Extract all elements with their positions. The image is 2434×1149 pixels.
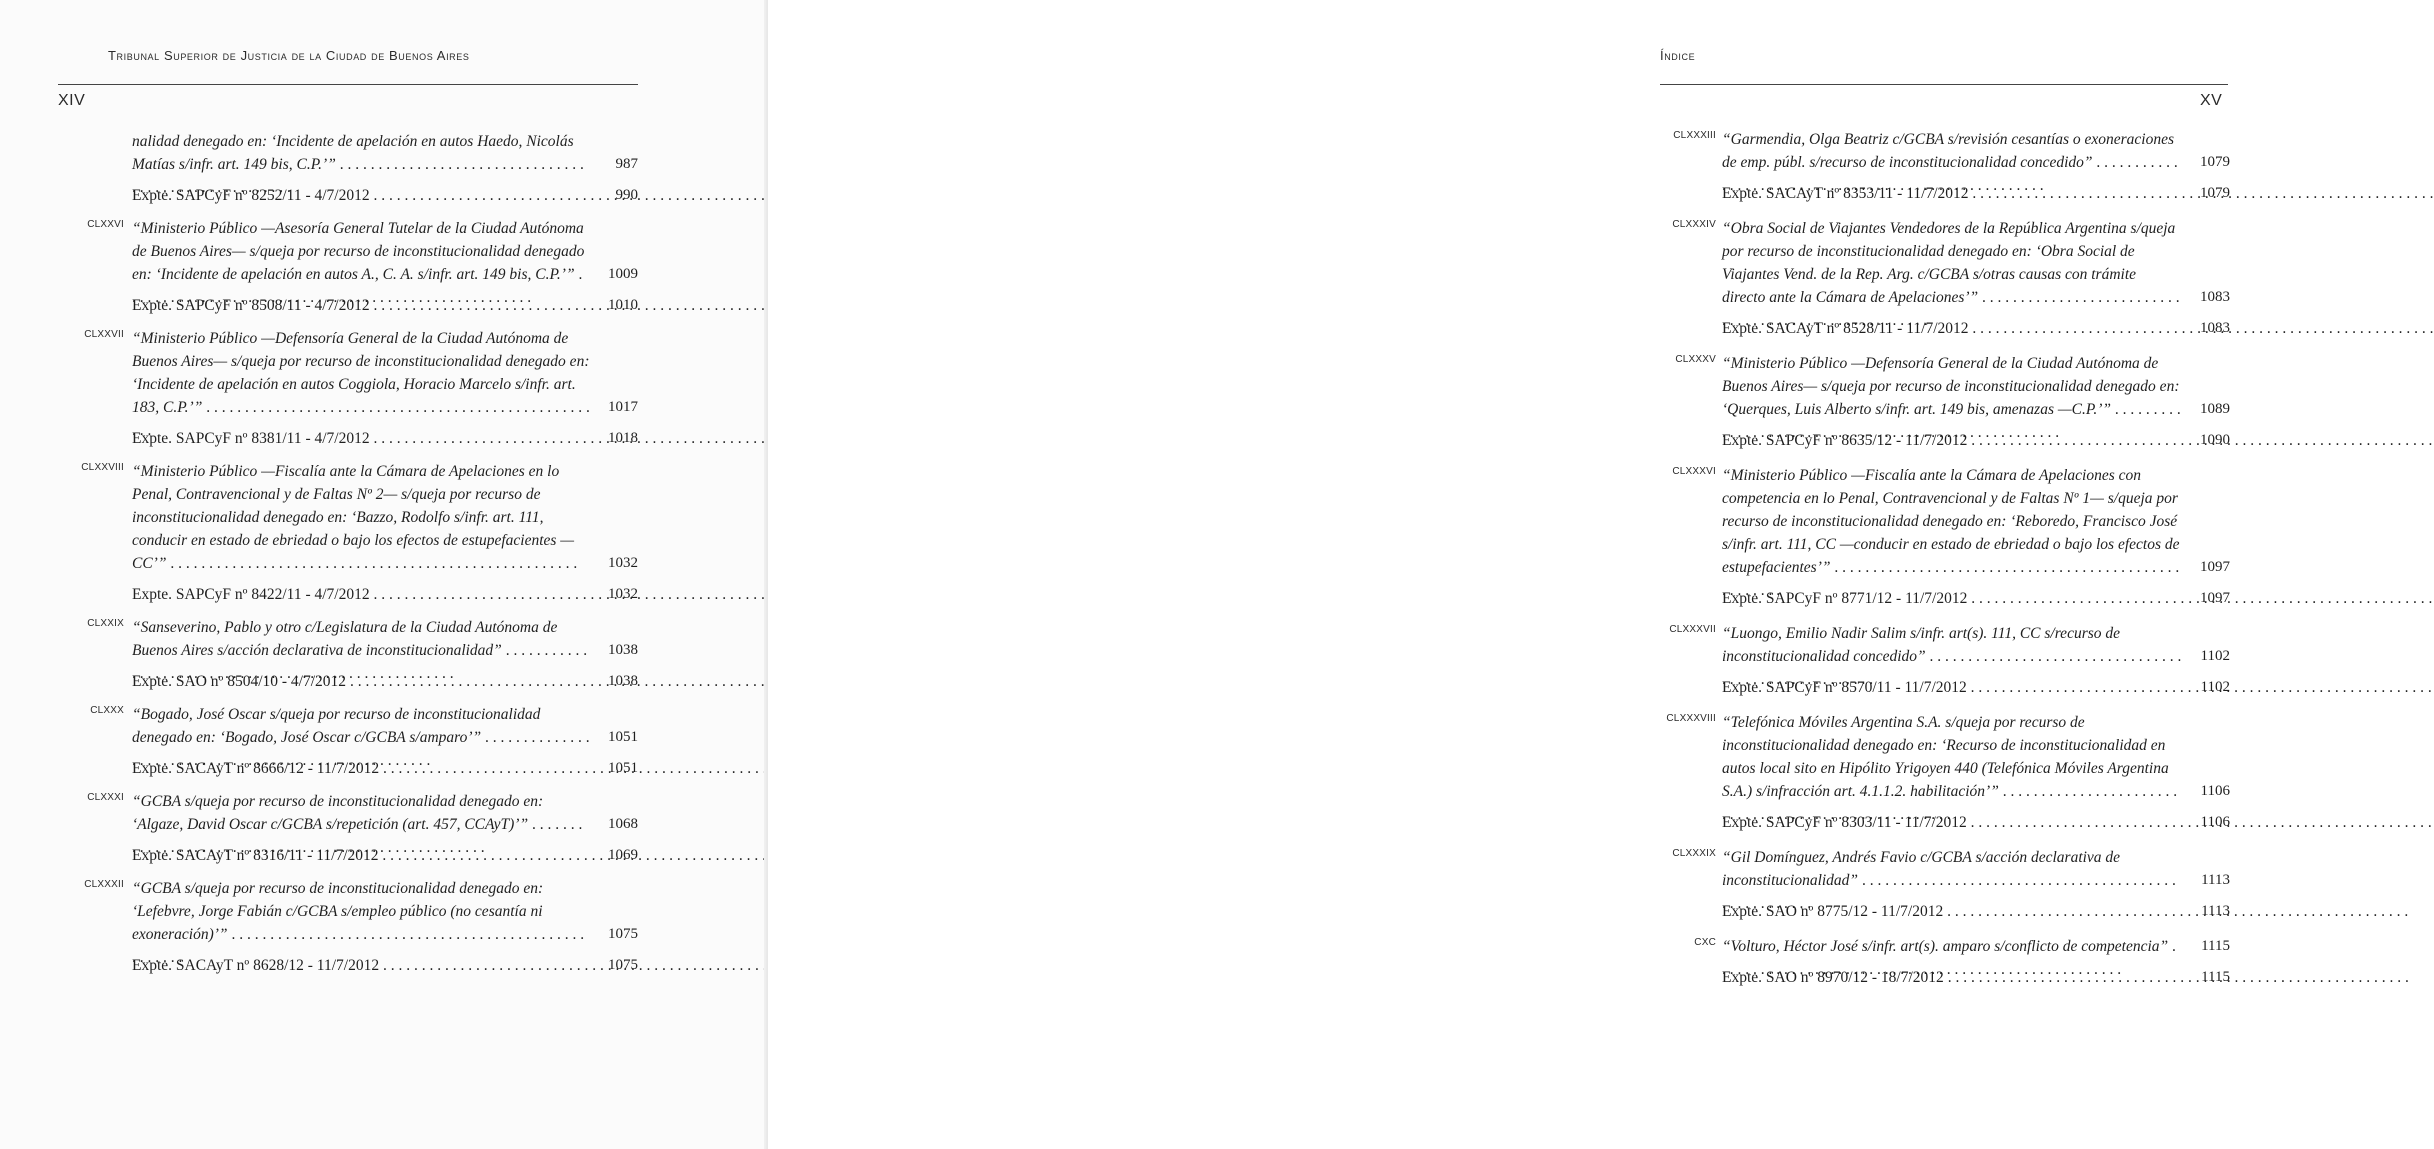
entry-page-number: 1097 bbox=[2200, 559, 2230, 575]
expte-page-number: 1106 bbox=[2200, 814, 2230, 830]
entry-page-number: 1106 bbox=[2200, 783, 2230, 799]
entry-title bbox=[132, 217, 638, 286]
entry-page-number: 1032 bbox=[608, 555, 638, 571]
expte-page-number: 1090 bbox=[2200, 432, 2230, 448]
entry-number: CLXXVII bbox=[84, 329, 124, 340]
index-entry bbox=[58, 790, 638, 867]
expte-line bbox=[132, 844, 638, 867]
running-head: Índice bbox=[1660, 48, 1696, 63]
expte-reference: Expte. SACAyT nº 8353/11 - 11/7/2012 . . . bbox=[1722, 185, 2434, 202]
index-entry bbox=[1658, 711, 2230, 834]
entry-page-number: 1017 bbox=[608, 399, 638, 415]
entry-number: CLXXXIX bbox=[1672, 848, 1716, 859]
expte-page-number: 1113 bbox=[2201, 903, 2230, 919]
entry-title bbox=[1722, 846, 2230, 892]
entry-number: CLXXIX bbox=[87, 618, 124, 629]
index-entry bbox=[1658, 352, 2230, 452]
expte-page-number: 1097 bbox=[2200, 590, 2230, 606]
entry-number: CLXXXVI bbox=[1672, 466, 1716, 477]
entry-title-text: “Ministerio Público —Fiscalía ante la Cámara de Apelaciones con competencia en lo Penal, Contravencional y de Faltas Nº 1— s/queja por recurso de inconstitucionalidad denegado en: ‘Reboredo, Francisco José s/infr. art. 111, CC —conducir en estado de ebriedad o bajo los efectos de estupefacientes’” . . . bbox=[1722, 467, 2180, 599]
entry-page-number: 1079 bbox=[2200, 154, 2230, 170]
expte-line bbox=[1722, 900, 2230, 923]
expte-line bbox=[1722, 429, 2230, 452]
index-entry bbox=[1658, 464, 2230, 610]
expte-reference: Expte. SAO nº 8970/12 - 18/7/2012 . . . bbox=[1722, 969, 2409, 986]
expte-line bbox=[132, 757, 638, 780]
entry-number: CLXXVIII bbox=[81, 462, 124, 473]
entry-title bbox=[132, 130, 638, 176]
running-head: Tribunal Superior de Justicia de la Ciudad de Buenos Aires bbox=[108, 48, 470, 63]
entry-title-text: “Bogado, José Oscar s/queja por recurso de inconstitucionalidad denegado en: ‘Bogado, José Oscar c/GCBA s/amparo’” . . . bbox=[132, 706, 590, 769]
expte-page-number: 1079 bbox=[2200, 185, 2230, 201]
expte-reference: Expte. SAO nº 8775/12 - 11/7/2012 . . . bbox=[1722, 903, 2408, 920]
entry-title bbox=[1722, 935, 2230, 958]
expte-line bbox=[132, 954, 638, 977]
expte-reference: Expte. SAPCyF nº 8635/12 - 11/7/2012 . . . bbox=[1722, 432, 2432, 449]
entry-title bbox=[132, 460, 638, 575]
expte-reference: Expte. SAPCyF nº 8508/11 - 4/7/2012 . . . bbox=[132, 297, 835, 314]
entry-number: CLXXXVIII bbox=[1666, 713, 1716, 724]
expte-page-number: 1102 bbox=[2200, 679, 2230, 695]
expte-reference: Expte. SACAyT nº 8316/11 - 11/7/2012 . . . bbox=[132, 847, 844, 864]
expte-line bbox=[1722, 317, 2230, 340]
entry-title bbox=[1722, 464, 2230, 579]
index-entry bbox=[58, 703, 638, 780]
expte-line bbox=[132, 427, 638, 450]
expte-line bbox=[132, 294, 638, 317]
expte-line bbox=[1722, 676, 2230, 699]
entry-number: CLXXXI bbox=[87, 792, 124, 803]
expte-page-number: 990 bbox=[615, 187, 638, 203]
expte-reference: Expte. SAPCyF nº 8422/11 - 4/7/2012 . . . bbox=[132, 586, 835, 603]
expte-page-number: 1032 bbox=[608, 586, 638, 602]
expte-reference: Expte. SAPCyF nº 8381/11 - 4/7/2012 . . . bbox=[132, 430, 835, 447]
expte-reference: Expte. SACAyT nº 8628/12 - 11/7/2012 . . . bbox=[132, 957, 844, 974]
expte-page-number: 1051 bbox=[608, 760, 638, 776]
expte-reference: Expte. SAPCyF nº 8303/11 - 11/7/2012 . . . bbox=[1722, 814, 2432, 831]
expte-reference: Expte. SACAyT nº 8528/11 - 11/7/2012 . . . bbox=[1722, 320, 2434, 337]
page-number: XV bbox=[2200, 92, 2223, 109]
entry-title bbox=[1722, 711, 2230, 803]
expte-line bbox=[132, 583, 638, 606]
entry-number: CLXXXII bbox=[84, 879, 124, 890]
index-entry bbox=[58, 217, 638, 317]
expte-reference: Expte. SAPCyF nº 8252/11 - 4/7/2012 . . . bbox=[132, 187, 835, 204]
index-entry bbox=[58, 130, 638, 207]
entry-page-number: 1051 bbox=[608, 729, 638, 745]
entry-title bbox=[1722, 352, 2230, 421]
index-entry bbox=[1658, 128, 2230, 205]
expte-page-number: 1075 bbox=[608, 957, 638, 973]
expte-page-number: 1115 bbox=[2201, 969, 2230, 985]
entry-title-text: “Ministerio Público —Fiscalía ante la Cámara de Apelaciones en lo Penal, Contravencional y de Faltas Nº 2— s/queja por recurso de inconstitucionalidad denegado en: ‘Bazzo, Rodolfo s/infr. art. 111, conducir en estado de ebriedad o bajo los efectos de estupefacientes —CC’” . . . bbox=[132, 463, 577, 572]
expte-page-number: 1083 bbox=[2200, 320, 2230, 336]
expte-line bbox=[1722, 811, 2230, 834]
entry-number: CLXXVI bbox=[87, 219, 124, 230]
expte-page-number: 1038 bbox=[608, 673, 638, 689]
index-entry bbox=[58, 616, 638, 693]
expte-line bbox=[1722, 966, 2230, 989]
expte-reference: Expte. SAPCyF nº 8771/12 - 11/7/2012 . . . bbox=[1722, 590, 2432, 607]
entry-page-number: 1038 bbox=[608, 642, 638, 658]
entry-number: CXC bbox=[1694, 937, 1716, 948]
expte-page-number: 1069 bbox=[608, 847, 638, 863]
index-entry bbox=[1658, 217, 2230, 340]
entry-number: CLXXXIV bbox=[1672, 219, 1716, 230]
expte-reference: Expte. SACAyT nº 8666/12 - 11/7/2012 . . . bbox=[132, 760, 844, 777]
entry-title-text: “Ministerio Público —Asesoría General Tutelar de la Ciudad Autónoma de Buenos Aires— s/queja por recurso de inconstitucionalidad denegado en: ‘Incidente de apelación en autos A., C. A. s/infr. art. 149 bis, C.P.’” . . . bbox=[132, 220, 584, 306]
entry-page-number: 1075 bbox=[608, 926, 638, 942]
entry-title bbox=[1722, 128, 2230, 174]
index-entries bbox=[58, 130, 638, 987]
entry-title-text: “Sanseverino, Pablo y otro c/Legislatura de la Ciudad Autónoma de Buenos Aires s/acción declarativa de inconstitucionalidad” . . . bbox=[132, 619, 587, 682]
entry-number: CLXXXV bbox=[1675, 354, 1716, 365]
entry-title-text: “Luongo, Emilio Nadir Salim s/infr. art(s). 111, CC s/recurso de inconstitucionalidad concedido” . . . bbox=[1722, 625, 2181, 688]
left-page bbox=[0, 0, 768, 1149]
index-entry bbox=[1658, 935, 2230, 989]
entry-title-text: “Volturo, Héctor José s/infr. art(s). amparo s/conflicto de competencia” . . . bbox=[1722, 938, 2176, 978]
entry-title-text: “Ministerio Público —Defensoría General de la Ciudad Autónoma de Buenos Aires— s/queja por recurso de inconstitucionalidad denegado en: ‘Querques, Luis Alberto s/infr. art. 149 bis, amenazas —C.P.’” . . . bbox=[1722, 355, 2181, 441]
index-entry bbox=[1658, 622, 2230, 699]
entry-title bbox=[1722, 217, 2230, 309]
entry-page-number: 1113 bbox=[2201, 872, 2230, 888]
page-number: XIV bbox=[58, 92, 86, 109]
entry-title-text: nalidad denegado en: ‘Incidente de apelación en autos Haedo, Nicolás Matías s/infr. art. 149 bis, C.P.’” . . . bbox=[132, 133, 584, 196]
entry-title-text: “Gil Domínguez, Andrés Favio c/GCBA s/acción declarativa de inconstitucionalidad” . . . bbox=[1722, 849, 2176, 912]
entry-number: CLXXXIII bbox=[1673, 130, 1716, 141]
expte-page-number: 1018 bbox=[608, 430, 638, 446]
entry-page-number: 987 bbox=[615, 156, 638, 172]
entry-title-text: “Telefónica Móviles Argentina S.A. s/queja por recurso de inconstitucionalidad denegado en: ‘Recurso de inconstitucionalidad en autos local sito en Hipólito Yrigoyen 440 (Telefónica Móviles Argentina S.A.) s/infracción art. 4.1.1.2. habilitación’” . . . bbox=[1722, 714, 2177, 823]
entry-page-number: 1115 bbox=[2201, 938, 2230, 954]
entry-title-text: “Obra Social de Viajantes Vendedores de la República Argentina s/queja por recurso de inconstitucionalidad denegado en: ‘Obra Social de Viajantes Vend. de la Rep. Arg. c/GCBA s/otras causas con trámite directo ante la Cámara de Apelaciones’” . . . bbox=[1722, 220, 2180, 329]
expte-line bbox=[1722, 182, 2230, 205]
expte-reference: Expte. SAPCyF nº 8570/11 - 11/7/2012 . . . bbox=[1722, 679, 2432, 696]
entry-title bbox=[132, 877, 638, 946]
entry-title bbox=[132, 790, 638, 836]
expte-line bbox=[1722, 587, 2230, 610]
entry-title bbox=[132, 703, 638, 749]
entry-page-number: 1089 bbox=[2200, 401, 2230, 417]
entry-page-number: 1102 bbox=[2200, 648, 2230, 664]
entry-page-number: 1083 bbox=[2200, 289, 2230, 305]
index-entry bbox=[58, 460, 638, 606]
right-page bbox=[768, 0, 2230, 1149]
expte-line bbox=[132, 670, 638, 693]
entry-title bbox=[1722, 622, 2230, 668]
index-entry bbox=[58, 327, 638, 450]
index-entry bbox=[58, 877, 638, 977]
entry-title-text: “Garmendia, Olga Beatriz c/GCBA s/revisión cesantías o exoneraciones de emp. públ. s/recurso de inconstitucionalidad concedido” . . . bbox=[1722, 131, 2178, 194]
header-rule bbox=[1660, 84, 2228, 85]
entry-page-number: 1009 bbox=[608, 266, 638, 282]
entry-title bbox=[132, 616, 638, 662]
entry-page-number: 1068 bbox=[608, 816, 638, 832]
header-rule bbox=[58, 84, 638, 85]
entry-title bbox=[132, 327, 638, 419]
index-entry bbox=[1658, 846, 2230, 923]
entry-title-text: “GCBA s/queja por recurso de inconstitucionalidad denegado en: ‘Algaze, David Oscar c/GCBA s/repetición (art. 457, CCAyT)’” . . . bbox=[132, 793, 582, 856]
index-entries bbox=[1658, 128, 2230, 1001]
entry-title-text: “GCBA s/queja por recurso de inconstitucionalidad denegado en: ‘Lefebvre, Jorge Fabián c/GCBA s/empleo público (no cesantía ni exoneración)’” . . . bbox=[132, 880, 584, 966]
expte-reference: Expte. SAO nº 8504/10 - 4/7/2012 . . . bbox=[132, 673, 811, 690]
entry-number: CLXXXVII bbox=[1669, 624, 1716, 635]
expte-page-number: 1010 bbox=[608, 297, 638, 313]
entry-number: CLXXX bbox=[90, 705, 124, 716]
entry-title-text: “Ministerio Público —Defensoría General de la Ciudad Autónoma de Buenos Aires— s/queja por recurso de inconstitucionalidad denegado en: ‘Incidente de apelación en autos Coggiola, Horacio Marcelo s/infr. art. 183, C.P.’” . . . bbox=[132, 330, 590, 439]
expte-line bbox=[132, 184, 638, 207]
